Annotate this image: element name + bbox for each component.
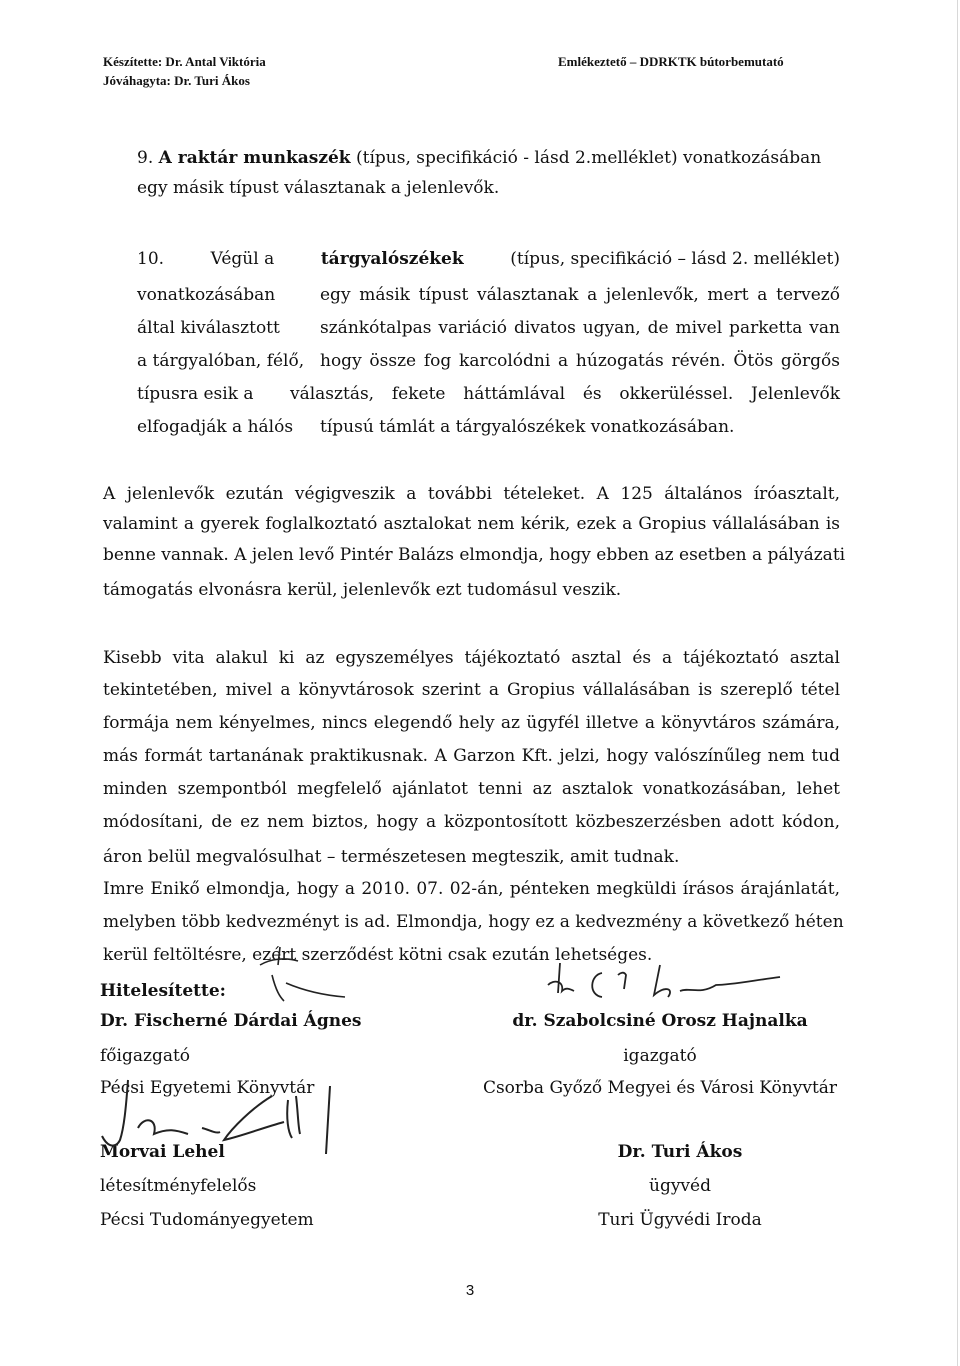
signer-left2-org: Pécsi Tudományegyetem <box>100 1210 314 1230</box>
signature-morvai <box>92 1078 352 1158</box>
item9-number: 9. <box>137 148 154 168</box>
para2-line: kerül feltöltésre, ezért szerződést kötni csak ezután lehetséges. <box>103 945 653 965</box>
item9-bold: A raktár munkaszék <box>158 148 351 168</box>
item10-row-left: vonatkozásában <box>137 285 276 305</box>
signer-right1-title: igazgató <box>623 1046 697 1066</box>
scan-edge <box>957 0 958 1366</box>
para2-line: minden szempontból megfelelő ajánlatot tenni az asztalok vonatkozásában, lehet <box>103 779 840 799</box>
signer-left1-org: Pécsi Egyetemi Könyvtár <box>100 1078 315 1098</box>
page-number: 3 <box>465 1282 475 1299</box>
item10-b: (típus, specifikáció – lásd 2. melléklet) <box>510 249 840 269</box>
para2-line: formája nem kényelmes, nincs elegendő hely az ügyfél illetve a könyvtáros számára, <box>103 713 840 733</box>
para1-line: valamint a gyerek foglalkoztató asztalokat nem kérik, ezek a Gropius vállalásában is <box>103 514 840 534</box>
para1-line: A jelenlevők ezután végigveszik a további tételeket. A 125 általános íróasztalt, <box>103 484 840 504</box>
item10-row-right: választás, fekete háttámlával és okkerüléssel. Jelenlevők <box>290 384 840 404</box>
signature-szabolcsine <box>540 955 790 1010</box>
item10-row-left: típusra esik a <box>137 384 254 404</box>
item10-row-right: hogy össze fog karcolódni a húzogatás révén. Ötös görgős <box>320 351 840 371</box>
signer-left2-title: létesítményfelelős <box>100 1176 257 1196</box>
item10-row-right: egy másik típust választanak a jelenlevők, mert a tervező <box>320 285 840 305</box>
para2-line: áron belül megvalósulhat – természetesen megteszik, amit tudnak. <box>103 847 680 867</box>
item10-row-left: elfogadják a hálós <box>137 417 294 437</box>
para2-line: tekintetében, mivel a könyvtárosok szerint a Gropius vállalásában is szereplő tétel <box>103 680 840 700</box>
para2-line: Imre Enikő elmondja, hogy a 2010. 07. 02-án, pénteken megküldi írásos árajánlatát, <box>103 879 840 899</box>
item10-number: 10. <box>137 249 165 269</box>
signer-right2-title: ügyvéd <box>649 1176 711 1196</box>
signer-left1-name: Dr. Fischerné Dárdai Ágnes <box>100 1011 362 1031</box>
para1-line: benne vannak. A jelen levő Pintér Balázs elmondja, hogy ebben az esetben a pályázati <box>103 545 846 565</box>
header-author: Készítette: Dr. Antal Viktória <box>103 54 266 69</box>
item10-row-right: típusú támlát a tárgyalószékek vonatkozásában. <box>320 417 735 437</box>
signature-fischerne <box>240 945 350 1015</box>
item10-row-left: által kiválasztott <box>137 318 280 338</box>
signer-right2-org: Turi Ügyvédi Iroda <box>598 1210 762 1230</box>
item10-line1 <box>137 244 840 274</box>
signer-left1-title: főigazgató <box>100 1046 191 1066</box>
signer-right2-name: Dr. Turi Ákos <box>617 1142 743 1162</box>
signer-left2-name: Morvai Lehel <box>100 1142 225 1162</box>
item9-rest: (típus, specifikáció - lásd 2.melléklet) vonatkozásában <box>355 148 822 168</box>
signer-right1-name: dr. Szabolcsiné Orosz Hajnalka <box>512 1011 808 1031</box>
item10-row-left: a tárgyalóban, félő, <box>137 351 305 371</box>
item10-row-right: szánkótalpas variáció divatos ugyan, de mivel parketta van <box>320 318 840 338</box>
para1-line: támogatás elvonásra kerül, jelenlevők ezt tudomásul veszik. <box>103 580 622 600</box>
item10-a: Végül a <box>210 249 275 269</box>
header-title: Emlékeztető – DDRKTK bútorbemutató <box>558 54 784 69</box>
header-approver: Jóváhagyta: Dr. Turi Ákos <box>103 73 250 88</box>
para2-line: módosítani, de ez nem biztos, hogy a központosított közbeszerzésben adott kódon, <box>103 812 840 832</box>
signer-right1-org: Csorba Győző Megyei és Városi Könyvtár <box>482 1078 838 1098</box>
certified-label: Hitelesítette: <box>100 981 226 1001</box>
item10-bold: tárgyalószékek <box>320 249 464 269</box>
para2-line: Kisebb vita alakul ki az egyszemélyes tájékoztató asztal és a tájékoztató asztal <box>103 648 840 668</box>
item9-line2: egy másik típust választanak a jelenlevők. <box>137 178 500 198</box>
para2-line: melyben több kedvezményt is ad. Elmondja, hogy ez a kedvezmény a következő héten <box>103 912 844 932</box>
item9-line1 <box>137 143 821 173</box>
para2-line: más formát tartanának praktikusnak. A Garzon Kft. jelzi, hogy valószínűleg nem tud <box>103 746 840 766</box>
